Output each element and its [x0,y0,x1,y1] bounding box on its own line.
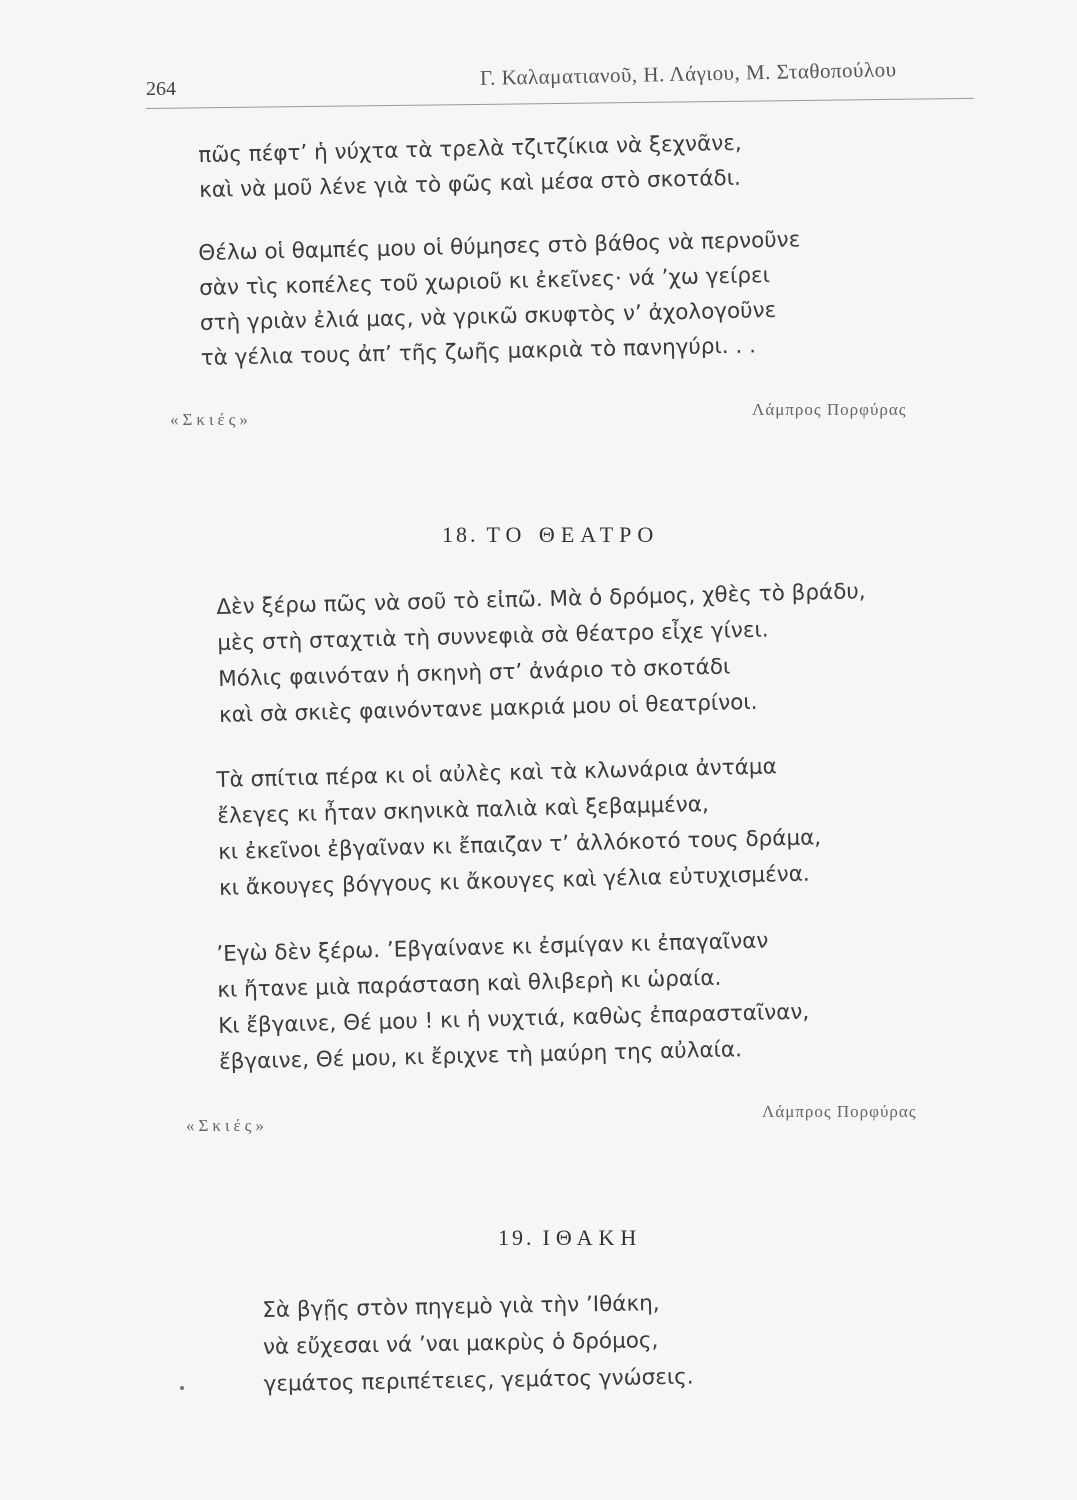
verse-line: Θέλω οἱ θαμπές μου οἱ θύμησες στὸ βάθος νὰ περνοῦνε [198,227,801,266]
poem-18-stanza-1 [216,574,869,734]
verse-line: Δὲν ξέρω πῶς νὰ σοῦ τὸ εἰπῶ. Μὰ ὁ δρόμος, χθὲς τὸ βράδυ, [216,579,866,620]
verse-line: κι ἤτανε μιὰ παράσταση καὶ θλιβερὴ κι ὡραία. [217,965,722,1003]
verse-line: νὰ εὔχεσαι νά ’ναι μακρὺς ὁ δρόμος, [262,1328,659,1360]
poem-19-heading [498,1225,642,1251]
prev-poem-author: Λάμπρος Πορφύρας [752,400,907,419]
stray-ink-mark [180,1386,184,1390]
header-rule [146,98,974,109]
verse-line: στὴ γριὰν ἐλιά μας, νὰ γρικῶ σκυφτὸς ν’ ἀχολογοῦνε [199,297,777,336]
verse-line: ’Εγὼ δὲν ξέρω. ’Εβγαίνανε κι ἐσμίγαν κι ἐπαγαῖναν [216,928,769,967]
verse-line: ἔλεγες κι ἦταν σκηνικὰ παλιὰ καὶ ξεβαμμένα, [217,791,710,829]
verse-line: κι ἐκεῖνοι ἐβγαῖναν κι ἔπαιζαν τ’ ἀλλόκοτό τους δράμα, [217,825,822,865]
verse-line: γεμάτος περιπέτειες, γεμάτος γνώσεις. [263,1364,694,1397]
prev-poem-source: «Σκιές» [170,410,252,429]
verse-line: Τὰ σπίτια πέρα κι οἱ αὐλὲς καὶ τὰ κλωνάρια ἀντάμα [216,754,778,793]
verse-line: Μόλις φαινόταν ἡ σκηνὴ στ’ ἀνάριο τὸ σκοτάδι [217,654,731,692]
poem-18-author: Λάμπρος Πορφύρας [762,1102,917,1121]
poem-18-source: «Σκιές» [186,1116,268,1135]
verse-line: καὶ σὰ σκιὲς φαινόντανε μακριά μου οἱ θεατρίνοι. [218,689,758,728]
verse-line: καὶ νὰ μοῦ λένε γιὰ τὸ φῶς καὶ μέσα στὸ σκοτάδι. [198,165,742,203]
verse-line: πῶς πέφτ’ ἡ νύχτα τὰ τρελὰ τζιτζίκια νὰ ξεχνᾶνε, [198,130,742,168]
poem-18-heading [442,522,659,548]
verse-line: σὰν τὶς κοπέλες τοῦ χωριοῦ κι ἐκεῖνες· νά ’χω γείρει [198,263,771,301]
poem-18-stanza-3 [216,923,811,1081]
verse-line: κι ἄκουγες βόγγους κι ἄκουγες καὶ γέλια εὐτυχισμένα. [218,861,810,901]
poem-18-number: 18. [442,522,479,547]
poem-18-title: ΤΟ ΘΕΑΤΡΟ [486,522,660,547]
poem-19-number: 19. [498,1225,535,1250]
poem-19-title: ΙΘΑΚΗ [542,1225,643,1250]
verse-line: Κι ἔβγαινε, Θέ μου ! κι ἡ νυχτιά, καθὼς ἐπαρασταῖναν, [217,999,810,1039]
prev-poem-stanza-2 [198,222,803,376]
prev-poem-stanza-1 [198,126,743,208]
poem-18-stanza-2 [216,748,822,907]
page-number: 264 [146,78,176,100]
verse-line: τὰ γέλια τους ἀπ’ τῆς ζωῆς μακριὰ τὸ πανηγύρι. . . [200,333,757,371]
verse-line: ἔβγαινε, Θέ μου, κι ἔριχνε τὴ μαύρη της αὐλαία. [218,1037,743,1075]
running-head: Γ. Καλαματιανοῦ, Η. Λάγιου, Μ. Σταθοπούλου [479,57,897,90]
poem-19-stanza-1 [262,1284,694,1402]
verse-line: Σὰ βγῇς στὸν πηγεμὸ γιὰ τὴν ’Ιθάκη, [262,1291,660,1323]
verse-line: μὲς στὴ σταχτιὰ τὴ συννεφιὰ σὰ θέατρο εἶχε γίνει. [217,617,769,656]
